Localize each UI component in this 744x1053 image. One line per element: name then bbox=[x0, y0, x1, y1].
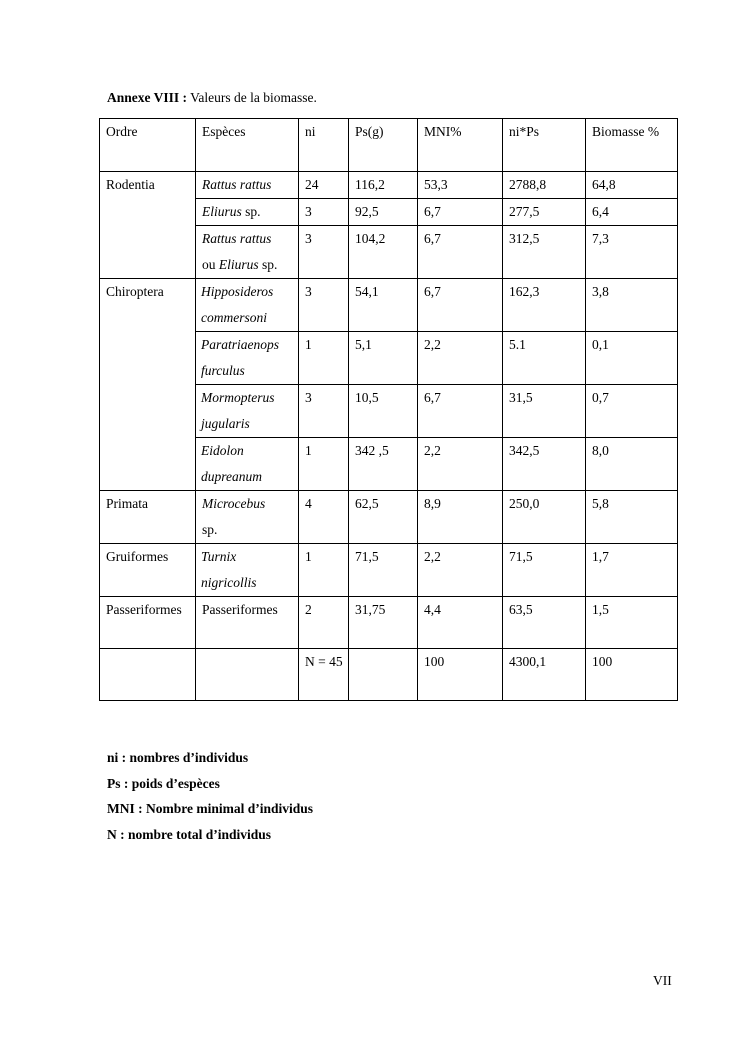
mni-cell: 2,2 bbox=[418, 332, 503, 385]
header-especes: Espèces bbox=[196, 119, 299, 172]
ni-cell: 4 bbox=[299, 491, 349, 544]
mni-cell: 53,3 bbox=[418, 172, 503, 199]
total-n-cell: N = 45 bbox=[299, 649, 349, 701]
nips-cell: 31,5 bbox=[503, 385, 586, 438]
biomasse-cell: 64,8 bbox=[586, 172, 678, 199]
annex-label: Annexe VIII : bbox=[107, 90, 188, 105]
ps-cell: 104,2 bbox=[349, 226, 418, 279]
mni-cell: 8,9 bbox=[418, 491, 503, 544]
legend bbox=[107, 745, 313, 847]
header-ni: ni bbox=[299, 119, 349, 172]
order-cell: Gruiformes bbox=[100, 544, 196, 597]
ps-cell: 71,5 bbox=[349, 544, 418, 597]
species-cell: Rattus rattus ou Eliurus sp. bbox=[196, 226, 299, 279]
ps-cell: 5,1 bbox=[349, 332, 418, 385]
nips-cell: 2788,8 bbox=[503, 172, 586, 199]
biomasse-cell: 1,5 bbox=[586, 597, 678, 649]
mni-cell: 4,4 bbox=[418, 597, 503, 649]
annex-title bbox=[107, 89, 317, 107]
ps-cell: 116,2 bbox=[349, 172, 418, 199]
mni-cell: 2,2 bbox=[418, 438, 503, 491]
species-cell bbox=[196, 649, 299, 701]
biomass-table bbox=[99, 118, 678, 701]
order-cell: Rodentia bbox=[100, 172, 196, 279]
order-cell bbox=[100, 649, 196, 701]
biomasse-cell: 8,0 bbox=[586, 438, 678, 491]
mni-cell: 6,7 bbox=[418, 279, 503, 332]
order-cell: Chiroptera bbox=[100, 279, 196, 491]
legend-item-n: N : nombre total d’individus bbox=[107, 826, 272, 842]
header-nips: ni*Ps bbox=[503, 119, 586, 172]
species-cell: Eidolon dupreanum bbox=[196, 438, 299, 491]
ps-cell: 31,75 bbox=[349, 597, 418, 649]
nips-cell: 342,5 bbox=[503, 438, 586, 491]
nips-cell: 250,0 bbox=[503, 491, 586, 544]
biomasse-total-cell: 100 bbox=[586, 649, 678, 701]
ni-cell: 1 bbox=[299, 438, 349, 491]
nips-total-cell: 4300,1 bbox=[503, 649, 586, 701]
ni-cell: 3 bbox=[299, 199, 349, 226]
ps-cell: 10,5 bbox=[349, 385, 418, 438]
mni-cell: 6,7 bbox=[418, 226, 503, 279]
ni-cell: 1 bbox=[299, 544, 349, 597]
mni-cell: 2,2 bbox=[418, 544, 503, 597]
species-cell: Microcebus sp. bbox=[196, 491, 299, 544]
species-cell: Rattus rattus bbox=[196, 172, 299, 199]
ni-cell: 3 bbox=[299, 279, 349, 332]
total-row bbox=[100, 649, 678, 701]
ps-cell: 54,1 bbox=[349, 279, 418, 332]
ps-cell: 62,5 bbox=[349, 491, 418, 544]
legend-item-mni: MNI : Nombre minimal d’individus bbox=[107, 801, 314, 816]
ni-cell: 1 bbox=[299, 332, 349, 385]
ni-cell: 24 bbox=[299, 172, 349, 199]
table-row bbox=[100, 491, 678, 544]
table-row bbox=[100, 172, 678, 199]
biomasse-cell: 3,8 bbox=[586, 279, 678, 332]
biomasse-cell: 5,8 bbox=[586, 491, 678, 544]
order-cell: Primata bbox=[100, 491, 196, 544]
header-ps: Ps(g) bbox=[349, 119, 418, 172]
header-mni: MNI% bbox=[418, 119, 503, 172]
ps-cell: 92,5 bbox=[349, 199, 418, 226]
biomasse-cell: 0,7 bbox=[586, 385, 678, 438]
species-cell: Passeriformes bbox=[196, 597, 299, 649]
legend-item-ps: Ps : poids d’espèces bbox=[107, 775, 220, 791]
mni-cell: 6,7 bbox=[418, 199, 503, 226]
table-row bbox=[100, 597, 678, 649]
order-cell: Passeriformes bbox=[100, 597, 196, 649]
species-cell: Paratriaenops furculus bbox=[196, 332, 299, 385]
biomasse-cell: 7,3 bbox=[586, 226, 678, 279]
biomasse-cell: 6,4 bbox=[586, 199, 678, 226]
nips-cell: 277,5 bbox=[503, 199, 586, 226]
table-row bbox=[100, 544, 678, 597]
biomasse-cell: 1,7 bbox=[586, 544, 678, 597]
header-row bbox=[100, 119, 678, 172]
nips-cell: 63,5 bbox=[503, 597, 586, 649]
mni-total-cell: 100 bbox=[418, 649, 503, 701]
species-cell: Hipposideros commersoni bbox=[196, 279, 299, 332]
ps-cell bbox=[349, 649, 418, 701]
biomasse-cell: 0,1 bbox=[586, 332, 678, 385]
table-row bbox=[100, 279, 678, 332]
ni-cell: 2 bbox=[299, 597, 349, 649]
mni-cell: 6,7 bbox=[418, 385, 503, 438]
nips-cell: 71,5 bbox=[503, 544, 586, 597]
nips-cell: 312,5 bbox=[503, 226, 586, 279]
ni-cell: 3 bbox=[299, 226, 349, 279]
legend-item-ni: ni : nombres d’individus bbox=[107, 750, 249, 765]
nips-cell: 5.1 bbox=[503, 332, 586, 385]
annex-caption: Valeurs de la biomasse. bbox=[187, 90, 317, 105]
header-ordre: Ordre bbox=[100, 119, 196, 172]
ps-cell: 342 ,5 bbox=[349, 438, 418, 491]
ni-cell: 3 bbox=[299, 385, 349, 438]
nips-cell: 162,3 bbox=[503, 279, 586, 332]
species-cell: Eliurus sp. bbox=[196, 199, 299, 226]
page-number: VII bbox=[653, 973, 672, 988]
species-cell: Mormopterus jugularis bbox=[196, 385, 299, 438]
species-cell: Turnix nigricollis bbox=[196, 544, 299, 597]
header-biomasse: Biomasse % bbox=[586, 119, 678, 172]
